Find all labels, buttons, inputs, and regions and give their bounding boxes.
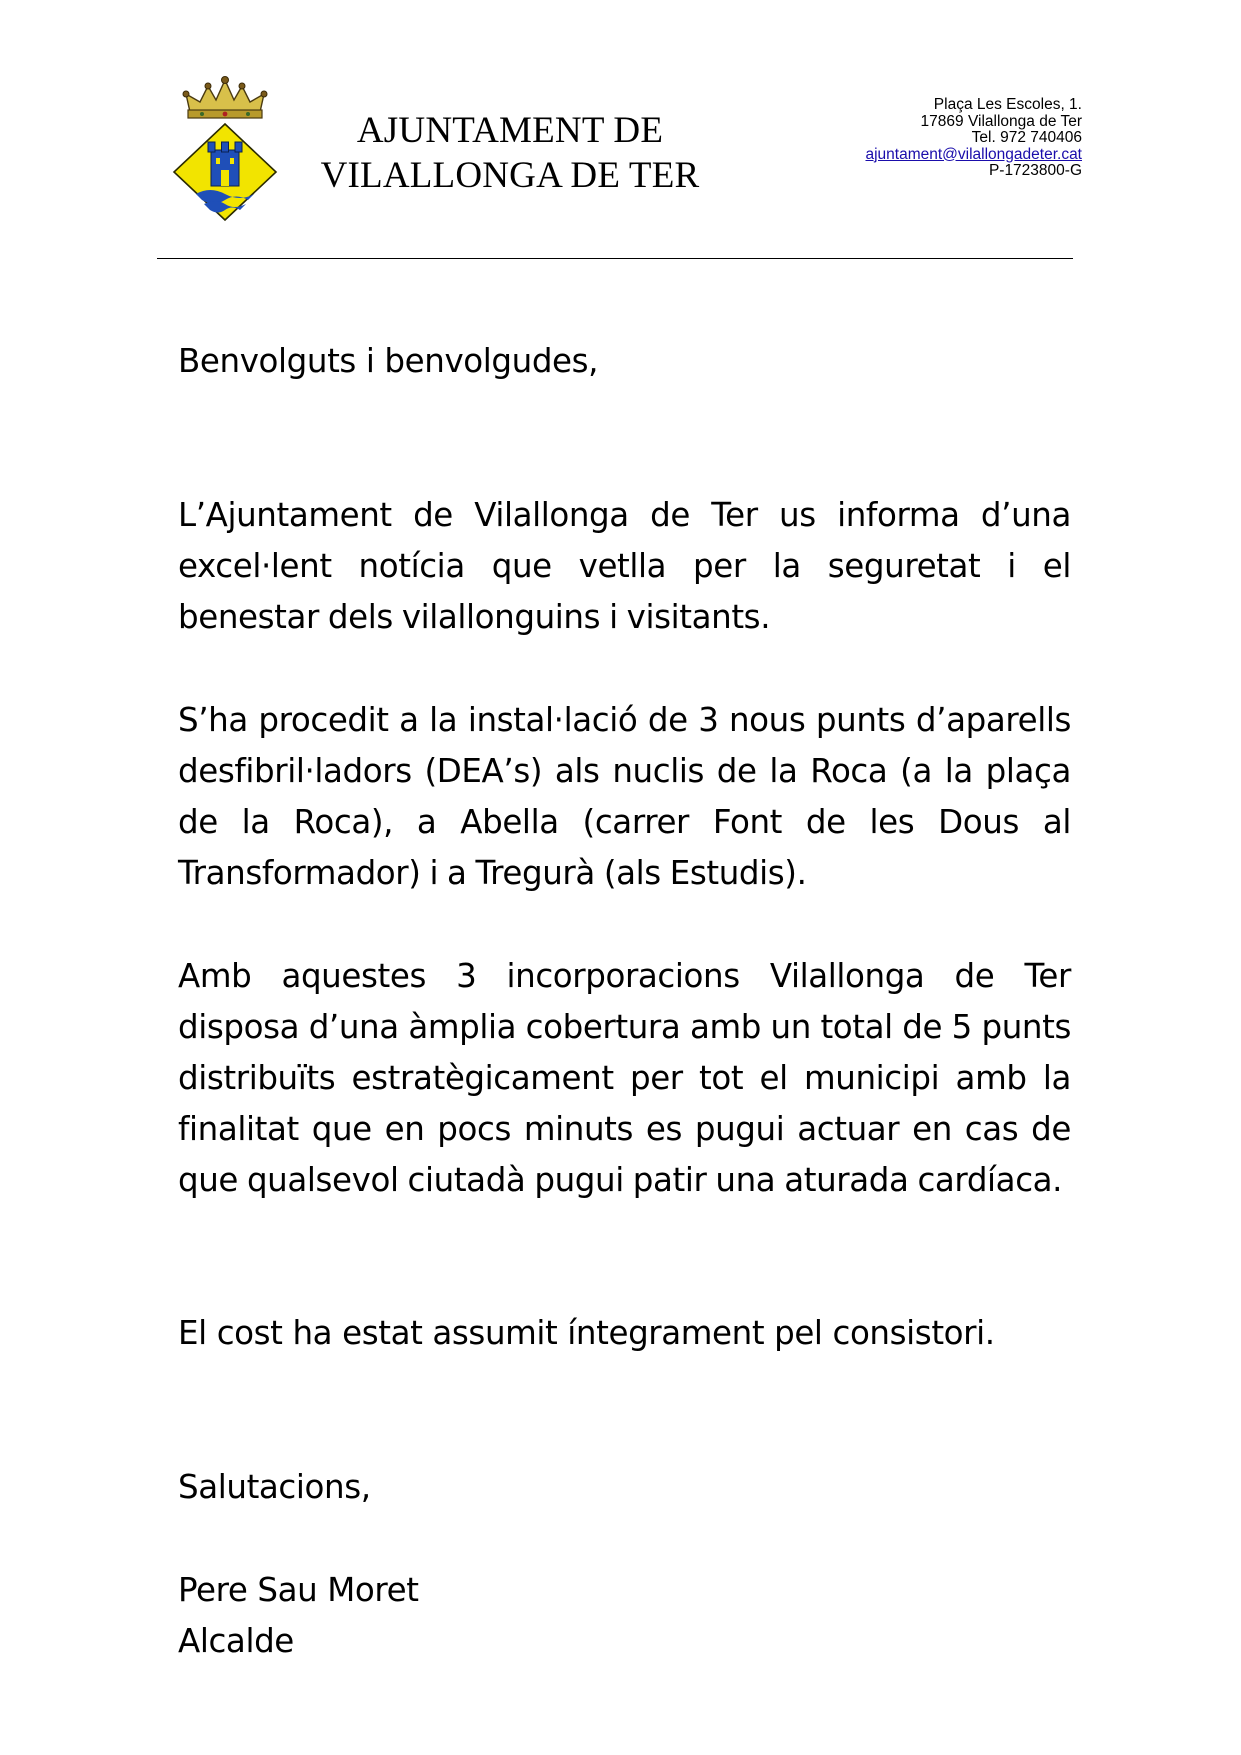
- header-divider: [157, 258, 1073, 259]
- letter-paragraph-2: S’ha procedit a la instal·lació de 3 nous punts d’aparells desfibril·ladors (DEA’s) als nuclis de la Roca (a la plaça de la Roca), a Abella (carrer Font de les Dous al Transformador) i a Tregurà (als Estudis).: [178, 701, 1071, 892]
- lozenge-shield-icon: [174, 124, 276, 220]
- organization-name: [300, 108, 720, 198]
- signature-block: [178, 1565, 1071, 1667]
- municipal-coat-of-arms-icon: [172, 72, 278, 222]
- organization-name-line-2: VILALLONGA DE TER: [320, 155, 700, 196]
- contact-tax-id: P-1723800-G: [988, 162, 1082, 179]
- signer-title: Alcalde: [178, 1622, 294, 1660]
- contact-phone: Tel. 972 740406: [971, 129, 1082, 146]
- contact-postal: 17869 Vilallonga de Ter: [920, 112, 1082, 130]
- contact-email-link[interactable]: ajuntament@vilallongadeter.cat: [865, 145, 1082, 163]
- signer-name: Pere Sau Moret: [178, 1571, 419, 1609]
- letter-paragraph-1: L’Ajuntament de Vilallonga de Ter us informa d’una excel·lent notícia que vetlla per la seguretat i el benestar dels vilallonguins i visitants.: [178, 496, 1071, 636]
- organization-name-line-1: AJUNTAMENT DE: [356, 110, 664, 151]
- crown-icon: [183, 77, 267, 119]
- letter-paragraph-3: Amb aquestes 3 incorporacions Vilallonga de Ter disposa d’una àmplia cobertura amb un total de 5 punts distribuïts estratègicament per tot el municipi amb la finalitat que en pocs minuts es pugui actuar en cas de que qualsevol ciutadà pugui patir una aturada cardíaca.: [178, 957, 1071, 1199]
- contact-block: [760, 97, 1082, 180]
- letter-greeting: Benvolguts i benvolgudes,: [178, 342, 599, 380]
- letter-closing: Salutacions,: [178, 1468, 371, 1506]
- contact-address: Plaça Les Escoles, 1.: [933, 96, 1082, 113]
- letter-paragraph-4: El cost ha estat assumit íntegrament pel consistori.: [178, 1314, 995, 1352]
